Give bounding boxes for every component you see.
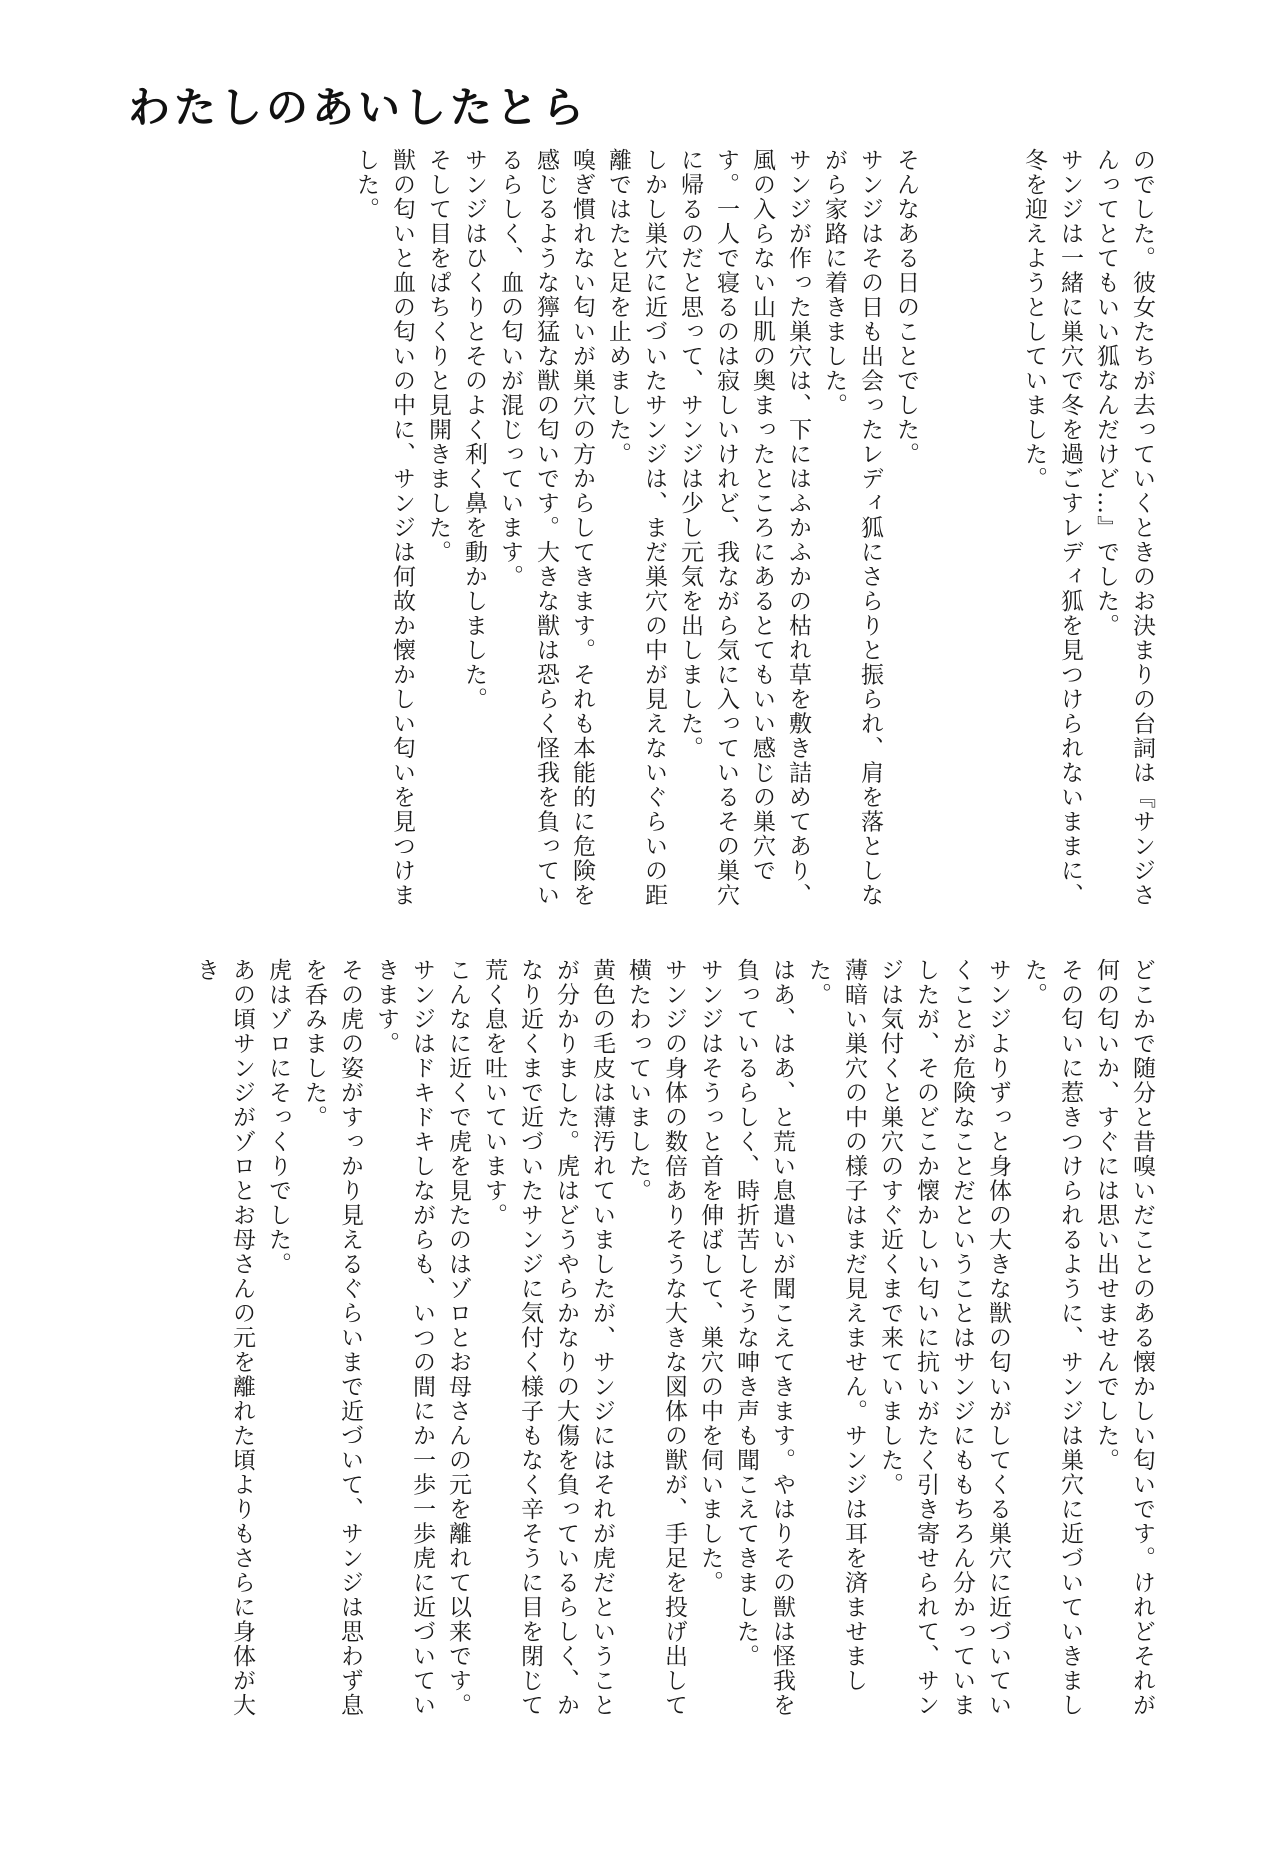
paragraph: サンジはひくりとそのよく利く鼻を動かしました。: [461, 148, 487, 712]
paragraph: サンジはその日も出会ったレディ狐にさらりと振られ、肩を落としながら家路に着きました。: [821, 148, 883, 908]
paragraph: はあ、はあ、と荒い息遣いが聞こえてきます。やはりその獣は怪我を負っているらしく、時折苦しそうな呻き声も聞こえてきました。: [733, 958, 795, 1718]
paragraph: そんなある日のことでした。: [893, 148, 919, 467]
paragraph: 虎はゾロにそっくりでした。: [265, 958, 291, 1277]
paragraph: その匂いに惹きつけられるように、サンジは巣穴に近づいていきました。: [1021, 958, 1083, 1718]
paragraph: サンジは一緒に巣穴で冬を過ごすレディ狐を見つけられないままに、冬を迎えようとしていました。: [1021, 148, 1083, 908]
paragraph: しかし巣穴に近づいたサンジは、まだ巣穴の中が見えないぐらいの距離ではたと足を止めました。: [605, 148, 667, 908]
paragraph: 薄暗い巣穴の中の様子はまだ見えません。サンジは耳を済ませました。: [805, 958, 867, 1693]
paragraph: その虎の姿がすっかり見えるぐらいまで近づいて、サンジは思わず息を呑みました。: [301, 958, 363, 1718]
chapter-title: わたしのあいしたとら: [128, 83, 589, 132]
text-block-top: [150, 148, 1160, 928]
paragraph: 獣の匂いと血の匂いの中に、サンジは何故か懐かしい匂いを見つけました。: [353, 148, 415, 908]
paragraph: サンジの身体の数倍ありそうな大きな図体の獣が、手足を投げ出して横たわっていました。: [625, 958, 687, 1718]
paragraph: のでした。彼女たちが去っていくときのお決まりの台詞は『サンジさんってとてもいい狐なんだけど…』でした。: [1093, 148, 1155, 908]
paragraph: こんなに近くで虎を見たのはゾロとお母さんの元を離れて以来です。サンジはドキドキしながらも、いつの間にか一歩一歩虎に近づいていきます。: [373, 958, 471, 1718]
paragraph: サンジはそうっと首を伸ばして、巣穴の中を伺いました。: [697, 958, 723, 1595]
paragraph: サンジよりずっと身体の大きな獣の匂いがしてくる巣穴に近づいていくことが危険なことだということはサンジにももちろん分かっていましたが、そのどこか懐かしい匂いに抗いがたく引き寄せられて、サンジは気付くと巣穴のすぐ近くまで来ていました。: [877, 958, 1011, 1718]
paragraph: サンジが作った巣穴は、下にはふかふかの枯れ草を敷き詰めてあり、風の入らない山肌の奥まったところにあるとてもいい感じの巣穴です。一人で寝るのは寂しいけれど、我ながら気に入っているその巣穴に帰るのだと思って、サンジは少し元気を出しました。: [677, 148, 811, 908]
paragraph: 黄色の毛皮は薄汚れていましたが、サンジにはそれが虎だということが分かりました。虎はどうやらかなりの大傷を負っているらしく、かなり近くまで近づいたサンジに気付く様子もなく辛そうに目を閉じて荒く息を吐いています。: [481, 958, 615, 1718]
paragraph: 嗅ぎ慣れない匂いが巣穴の方からしてきます。それも本能的に危険を感じるような獰猛な獣の匂いです。大きな獣は恐らく怪我を負っているらしく、血の匂いが混じっています。: [497, 148, 595, 908]
text-block-bottom: [150, 958, 1160, 1728]
paragraph: そして目をぱちくりと見開きました。: [425, 148, 451, 565]
paragraph: どこかで随分と昔嗅いだことのある懐かしい匂いです。けれどそれが何の匂いか、すぐには思い出せませんでした。: [1093, 958, 1155, 1718]
paragraph: あの頃サンジがゾロとお母さんの元を離れた頃よりもさらに身体が大き: [193, 958, 255, 1718]
